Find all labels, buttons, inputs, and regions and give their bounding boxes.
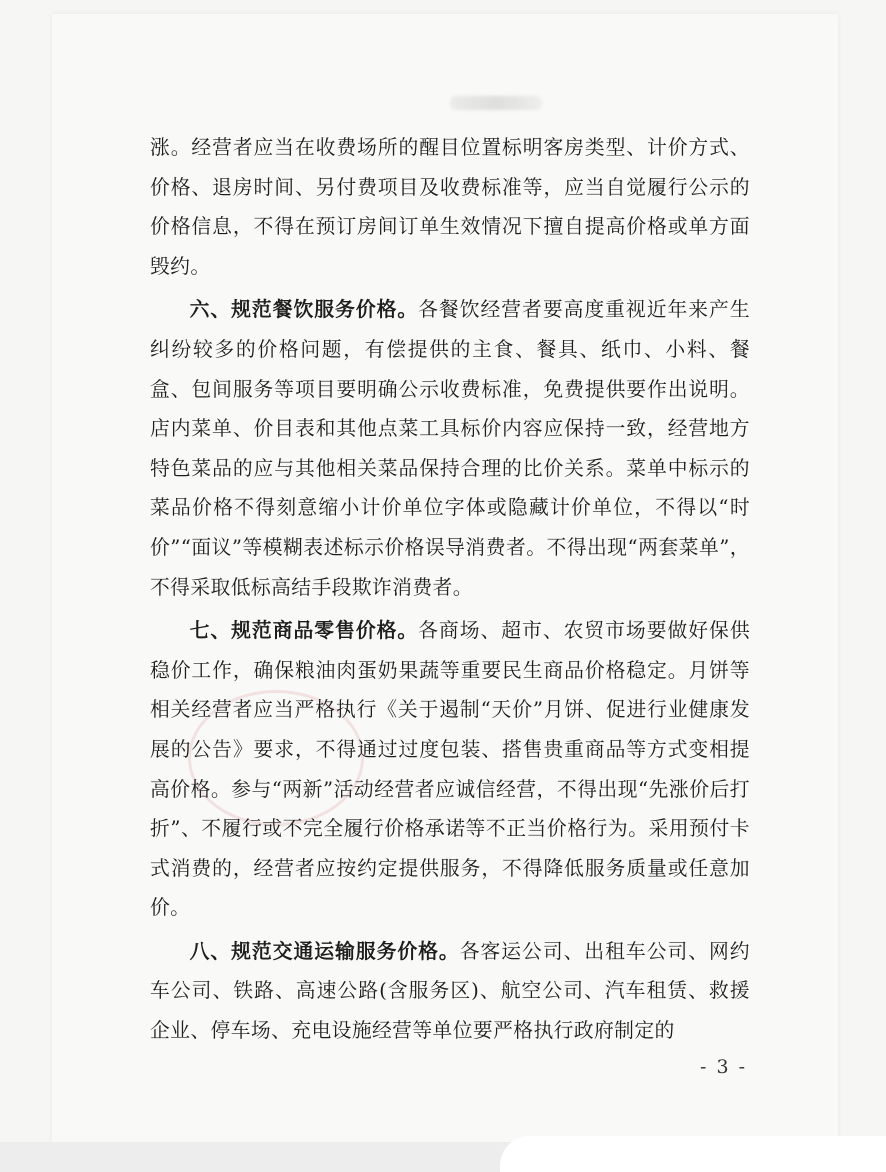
paragraph-section-8 [150,932,750,1051]
paragraph-section-7 [150,611,750,928]
paragraph-text: 涨。经营者应当在收费场所的醒目位置标明客房类型、计价方式、价格、退房时间、另付费项目及收费标准等，应当自觉履行公示的价格信息，不得在预订房间订单生效情况下擅自提高价格或单方面毁约。 [150,136,750,278]
faded-header-mark [450,96,542,110]
section-heading: 七、规范商品零售价格。 [189,619,419,643]
document-body [150,128,750,1051]
paragraph-text: 各商场、超市、农贸市场要做好保供稳价工作，确保粮油肉蛋奶果蔬等重要民生商品价格稳定。月饼等相关经营者应当严格执行《关于遏制“天价”月饼、促进行业健康发展的公告》要求，不得通过过度包装、搭售贵重商品等方式变相提高价格。参与“两新”活动经营者应诚信经营，不得出现“先涨价后打折”、不履行或不完全履行价格承诺等不正当价格行为。采用预付卡式消费的，经营者应按约定提供服务，不得降低服务质量或任意加价。 [150,619,751,920]
bottom-overlay-edge [500,1136,886,1172]
paragraph-section-6 [150,290,750,607]
page-number: - 3 - [700,1056,748,1078]
paragraph-text: 各客运公司、出租车公司、网约车公司、铁路、高速公路(含服务区)、航空公司、汽车租赁、救援企业、停车场、充电设施经营等单位要严格执行政府制定的 [150,939,750,1043]
section-heading: 六、规范餐饮服务价格。 [189,298,419,322]
paragraph-continued [150,128,750,286]
paragraph-text: 各餐饮经营者要高度重视近年来产生纠纷较多的价格问题，有偿提供的主食、餐具、纸巾、小料、餐盒、包间服务等项目要明确公示收费标准，免费提供要作出说明。店内菜单、价目表和其他点菜工具标价内容应保持一致，经营地方特色菜品的应与其他相关菜品保持合理的比价关系。菜单中标示的菜品价格不得刻意缩小计价单位字体或隐藏计价单位，不得以“时价”“面议”等模糊表述标示价格误导消费者。不得出现“两套菜单”，不得采取低标高结手段欺诈消费者。 [150,298,751,599]
section-heading: 八、规范交通运输服务价格。 [189,939,460,963]
